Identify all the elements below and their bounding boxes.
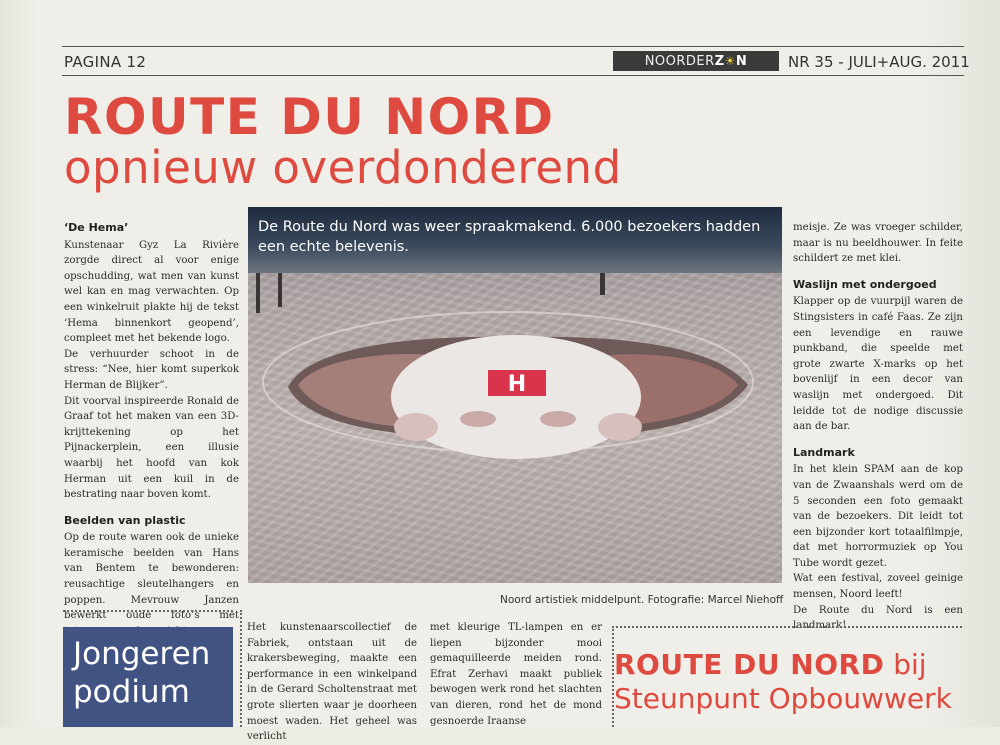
header-bottom-rule [62,75,964,76]
dotted-rule [612,626,962,628]
right-column [793,220,963,634]
photo-caption-line: De Route du Nord was weer spraakmakend. 6.000 bezoekers hadden [258,219,761,235]
hema-sign-letter: H [507,372,527,397]
tree-trunk [600,273,605,295]
masthead-left: NOORDER [644,54,715,69]
masthead-right: Z☀N [714,54,748,69]
chef-face [391,335,641,459]
bottom-headline-bold: ROUTE DU NORD [614,648,885,681]
section-heading-landmark: Landmark [793,445,855,459]
paragraph: De Route du Nord is een landmark! [793,604,963,632]
bottom-headline-line2: Steunpunt Opbouwwerk [614,682,952,715]
bottom-column-1 [247,620,417,745]
paragraph: Wat een festival, zoveel geinige mensen, Noord leeft! [793,573,963,601]
sun-icon: ☀ [724,54,736,68]
section-heading-waslijn: Waslijn met ondergoed [793,277,937,291]
section-heading-plastic: Beelden van plastic [64,513,186,527]
paragraph: Het kunstenaarscollectief de Fabriek, ontstaan uit de krakersbeweging, maakte een performance in een winkelpand in de Gerard Scholtenstraat met grote slierten waar je doorheen moest waden. Het geheel was verlicht [247,622,417,743]
photo-credit: Noord artistiek middelpunt. Fotografie: Marcel Niehoff [500,594,784,606]
tree-trunk [278,273,282,307]
subheadline: opnieuw overdonderend [64,141,622,194]
photo-caption-line: een echte belevenis. [258,239,409,255]
header-top-rule [62,46,964,47]
chef-eye [460,411,496,427]
bottom-headline-rest: bij [884,648,927,681]
paragraph: Op de route waren ook de unieke keramische beelden van Hans van Bentem te bewonderen: reusachtige sleutelhangers en poppen. Mevrouw Janzen bewerkt oude foto’s met [64,532,239,622]
box-line: podium [73,674,190,710]
chef-ear [394,413,438,441]
tree-trunk [256,273,260,313]
bottom-headline [614,648,952,716]
dotted-divider [240,610,242,727]
masthead-logo [613,51,779,71]
chef-eye [540,411,576,427]
paragraph: Klapper op de vuurpijl waren de Stingsisters in café Faas. Ze zijn een levendige en rauwe punkband, die speelde met grote zwarte X-marks op het bovenlijf in een decor van waslijn met ondergoed. Dit leidde tot de nodige discussie aan de bar. [793,296,963,433]
paragraph: meisje. Ze was vroeger schilder, maar is nu beeldhouwer. In feite schildert ze met klei. [793,222,963,265]
paragraph: De verhuurder schoot in de stress: “Nee, hier komt superkok Herman de Blijker”. [64,348,239,391]
box-line: Jongeren [73,636,211,672]
issue-number: NR 35 - JULI+AUG. 2011 [788,53,970,71]
photo-caption [258,217,768,257]
section-heading-hema: ‘De Hema’ [64,221,129,234]
jongeren-podium-box [63,627,233,727]
chef-ear [598,413,642,441]
paragraph: Kunstenaar Gyz La Rivière zorgde direct al voor enige opschudding, wat men van kunst wel kan en mag verwachten. Op een winkelruit plakte hij de tekst ‘Hema binnenkort geopend’, compleet met het bekende logo. [64,239,239,345]
dotted-rule [63,610,233,612]
left-column [64,220,239,639]
bottom-column-2 [430,620,602,729]
paragraph: met kleurige TL-lampen en er liepen bijzonder mooi gemaquilleerde meiden rond. Efrat Zerhavi maakt publiek bewogen werk rond het slachten van dieren, rond het de mond gesnoerde Iraanse [430,622,602,727]
main-photo [248,207,782,583]
chalk-drawing-illustration [248,207,782,583]
page-number: PAGINA 12 [64,53,147,71]
headline: ROUTE DU NORD [64,88,555,146]
paragraph: Dit voorval inspireerde Ronald de Graaf tot het maken van een 3D-krijttekening op het Pijnackerplein, een illusie waarbij het hoofd van kok Herman uit een kuil in de bestrating naar boven komt. [64,395,239,501]
paragraph: In het klein SPAM aan de kop van de Zwaanshals werd om de 5 seconden een foto gemaakt van de bezoekers. Dit leidt tot een bijzonder kort totaalfilmpje, dat met horrormuziek op You Tube wordt gezet. [793,464,963,569]
